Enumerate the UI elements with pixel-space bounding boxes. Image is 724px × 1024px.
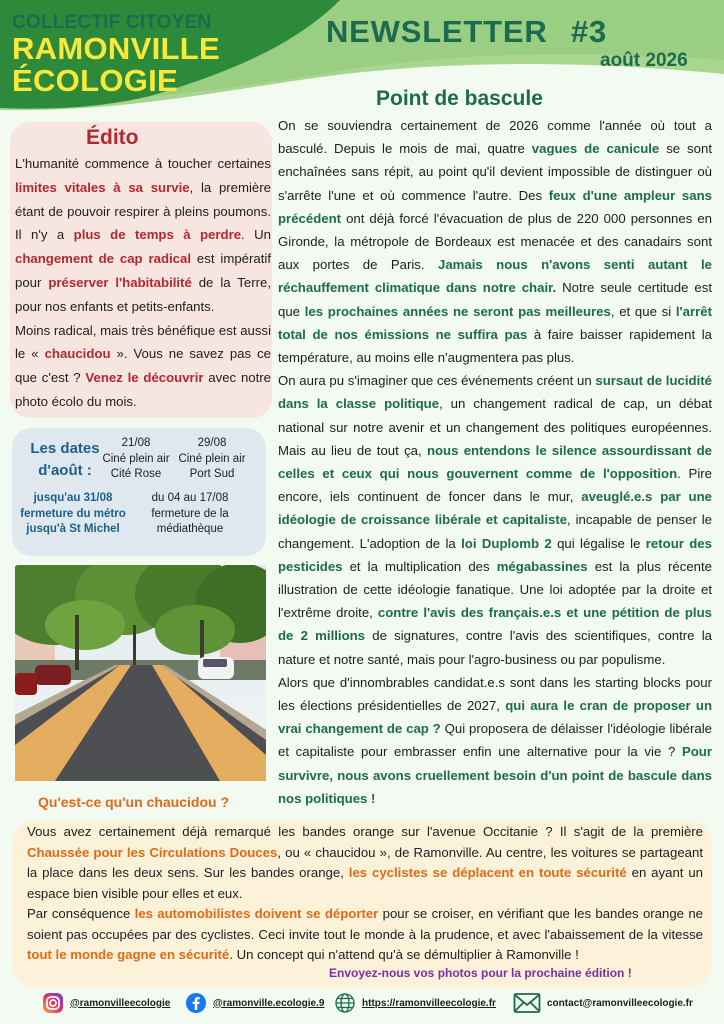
instagram-link[interactable] [42,992,170,1014]
globe-icon [334,992,356,1014]
article-body [278,114,712,810]
issue-date: août 2026 [600,50,688,71]
edito-box [10,122,272,418]
event-cine-cite-rose [98,436,174,483]
text-run: est impératif pour [15,251,271,290]
highlight-text: tout le monde gagne en sécurité [27,947,230,962]
highlight-text: sursaut de lucidité dans la classe politique [278,373,712,412]
article-title: Point de bascule [376,87,543,110]
highlight-text: qui aura le cran de proposer un vrai changement de cap ? [278,698,712,737]
paragraph [15,319,271,414]
highlight-text: l'arrêt total de nos émissions ne suffira pas [278,303,712,342]
event-cine-port-sud [174,436,250,483]
instagram-icon [42,992,64,1014]
dates-title-line2: d'août : [38,462,92,479]
footer [0,990,724,1024]
text-run: . Un [241,227,271,243]
paragraph [27,822,703,904]
highlight-text: nous entendons le silence assourdissant de celles et ceux qui nous gouvernent comme de l'opposition [278,442,712,482]
dates-title-line1: Les dates [30,440,100,457]
highlight-text: contre l'avis des français.e.s et une pétition de plus de 2 millions [278,605,712,644]
issue-number: #3 [570,14,608,49]
event-date: du 04 au 17/08 [151,492,229,504]
event-date: jusqu'au 31/08 [33,492,113,504]
text-run: se sont enchaînées sans répit, au point qu'il devient impossible de distinguer où s'arrête l'une et où commence l'autre. Des [278,141,712,203]
paragraph [27,904,703,966]
text-run: ont déjà forcé l'évacuation de plus de 220 000 personnes en Gironde, la métropole de Bordeaux est menacée et des canadairs sont aux portes de Paris. [278,210,712,273]
newsletter-title [326,14,607,50]
highlight-text: Venez le découvrir [85,370,204,386]
text-run: de signatures, contre l'avis des scientifiques, contre la nature et notre santé, mais pour l'agro-business ou par populisme. [278,628,712,667]
text-run: de la Terre, pour nos enfants et petits-enfants. [15,274,271,314]
highlight-text: Pour survivre, nous avons cruellement besoin d'un point de bascule dans nos politiques ! [278,744,712,806]
edito-title: Édito [86,126,139,149]
highlight-text: mégabassines [496,558,588,574]
highlight-text: changement de cap radical [15,251,192,267]
header-banner [0,0,724,120]
highlight-text: aveuglé.e.s par une idéologie de croissance libérale et capitaliste [278,489,712,528]
photo-caption: Qu'est-ce qu'un chaucidou ? [38,794,230,810]
text-run: , ou « chaucidou », de Ramonville. Au centre, les voitures se partageant la place dans les deux sens. Sur les bandes orange, [27,844,703,880]
text-run: pour se croiser, en vérifiant que les bandes orange ne soient pas occupées par des cyclistes. Ceci invite tout le monde à la prudence, et avec l'abaissement de la vitesse [27,906,703,942]
facebook-link[interactable] [185,992,324,1014]
event-label: fermeture du métro [20,507,126,520]
text-run: à faire baisser rapidement la température, au moins elle n'augmentera pas plus. [278,326,713,366]
paragraph [15,152,271,319]
facebook-handle[interactable]: @ramonville.ecologie.9 [213,997,325,1009]
photo-call-to-action: Envoyez-nous vos photos pour la prochaine édition ! [329,966,632,980]
email-link[interactable] [513,992,693,1014]
highlight-text: Jamais nous n'avons senti autant le réchauffement climatique dans notre chair. [278,257,712,296]
text-run: Vous avez certainement déjà remarqué les bandes orange sur l'avenue Occitanie ? Il s'agit de la première [27,824,703,839]
org-name-ramonville: RAMONVILLE [12,31,220,66]
org-name-ecologie: ÉCOLOGIE [12,63,179,98]
newsletter-label: NEWSLETTER [326,14,548,49]
dates-box [12,428,266,556]
text-run: On se souviendra certainement de 2026 comme l'année où tout a basculé. Depuis le mois de mai, quatre [278,118,712,157]
dates-title [28,438,102,482]
text-run: avec notre photo écolo du mois. [15,370,271,409]
text-run: Qui proposera de délaisser l'idéologie libérale et capitaliste pour embrasser enfin une alternative pour la vie ? [278,721,713,760]
street-illustration [15,565,266,781]
text-run: . Un concept qui n'attend qu'à se démultiplier à Ramonville ! [229,947,579,962]
org-name-line1: COLLECTIF CITOYEN [12,12,212,33]
text-run: Notre seule certitude est que [278,280,712,319]
text-run: , la première étant de pouvoir respirer à pleins poumons. Il n'y a [15,179,271,243]
website-link[interactable] [334,992,496,1014]
highlight-text: feux d'une ampleur sans précédent [278,187,712,226]
event-label: Ciné plein air [178,452,246,465]
instagram-handle[interactable]: @ramonvilleecologie [70,997,171,1009]
paragraph [278,114,712,369]
highlight-text: limites vitales à sa survie [15,179,190,195]
event-mediatheque-closure [140,491,240,538]
event-label: fermeture de la [151,507,229,520]
facebook-icon [185,992,207,1014]
text-run: . Pire encore, iels continuent de foncer dans le mur, [278,466,713,505]
text-run: et la multiplication des [342,558,497,574]
highlight-text: vagues de canicule [531,141,660,157]
event-place: Port Sud [189,468,235,480]
text-run: L'humanité commence à toucher certaines [15,156,271,171]
chaucidou-box [12,820,712,988]
event-label: Ciné plein air [102,452,170,465]
text-run: ». Vous ne savez pas ce que c'est ? [15,346,271,386]
text-run: en ayant un espace bien visible pour elles et eux. [27,865,704,901]
highlight-text: retour des pesticides [278,535,712,574]
text-run: Moins radical, mais très bénéfique est aussi le « [15,322,271,362]
event-date: 29/08 [197,437,227,449]
highlight-text: loi Duplomb 2 [461,535,552,551]
event-place: jusqu'à St Michel [26,523,120,535]
highlight-text: les automobilistes doivent se déporter [134,906,379,921]
highlight-text: les cyclistes se déplacent en toute sécurité [348,865,627,880]
highlight-text: Chaussée pour les Circulations Douces [27,844,278,860]
highlight-text: préserver l'habitabilité [48,274,192,290]
envelope-icon [513,992,541,1014]
event-place: Cité Rose [110,468,162,480]
paragraph [278,671,712,810]
edito-text [15,152,271,414]
email-address[interactable]: contact@ramonvilleecologie.fr [547,997,693,1009]
text-run: qui légalise le [551,535,646,551]
text-run: , incapable de penser le changement. L'adoption de la [278,512,712,551]
text-run: , et que si [610,303,676,319]
text-run: , un changement radical de cap, un débat national sur notre avenir et un changement des politiques européennes. Mais au lieu de tout ça, [278,396,712,458]
website-url[interactable]: https://ramonvilleecologie.fr [362,997,496,1009]
chaucidou-photo [15,565,266,781]
text-run: On aura pu s'imaginer que ces événements créent un [278,373,596,389]
highlight-text: chaucidou [44,346,111,362]
text-run: Alors que d'innombrables candidat.e.s sont dans les starting blocks pour les élections présidentielles de 2027, [278,674,712,714]
highlight-text: plus de temps à perdre [73,227,242,243]
text-run: Par conséquence [27,906,135,921]
chaucidou-text [27,822,703,966]
paragraph [278,369,712,671]
event-metro-closure [18,491,128,538]
text-run: est la plus récente illustration de cette idéologie fanatique. Une loi adoptée par la droite et l'extrême droite, [278,558,712,621]
highlight-text: les prochaines années ne seront pas meilleures [304,303,611,319]
event-date: 21/08 [121,437,151,449]
org-name-line2 [12,33,220,97]
event-place: médiathèque [156,523,224,535]
